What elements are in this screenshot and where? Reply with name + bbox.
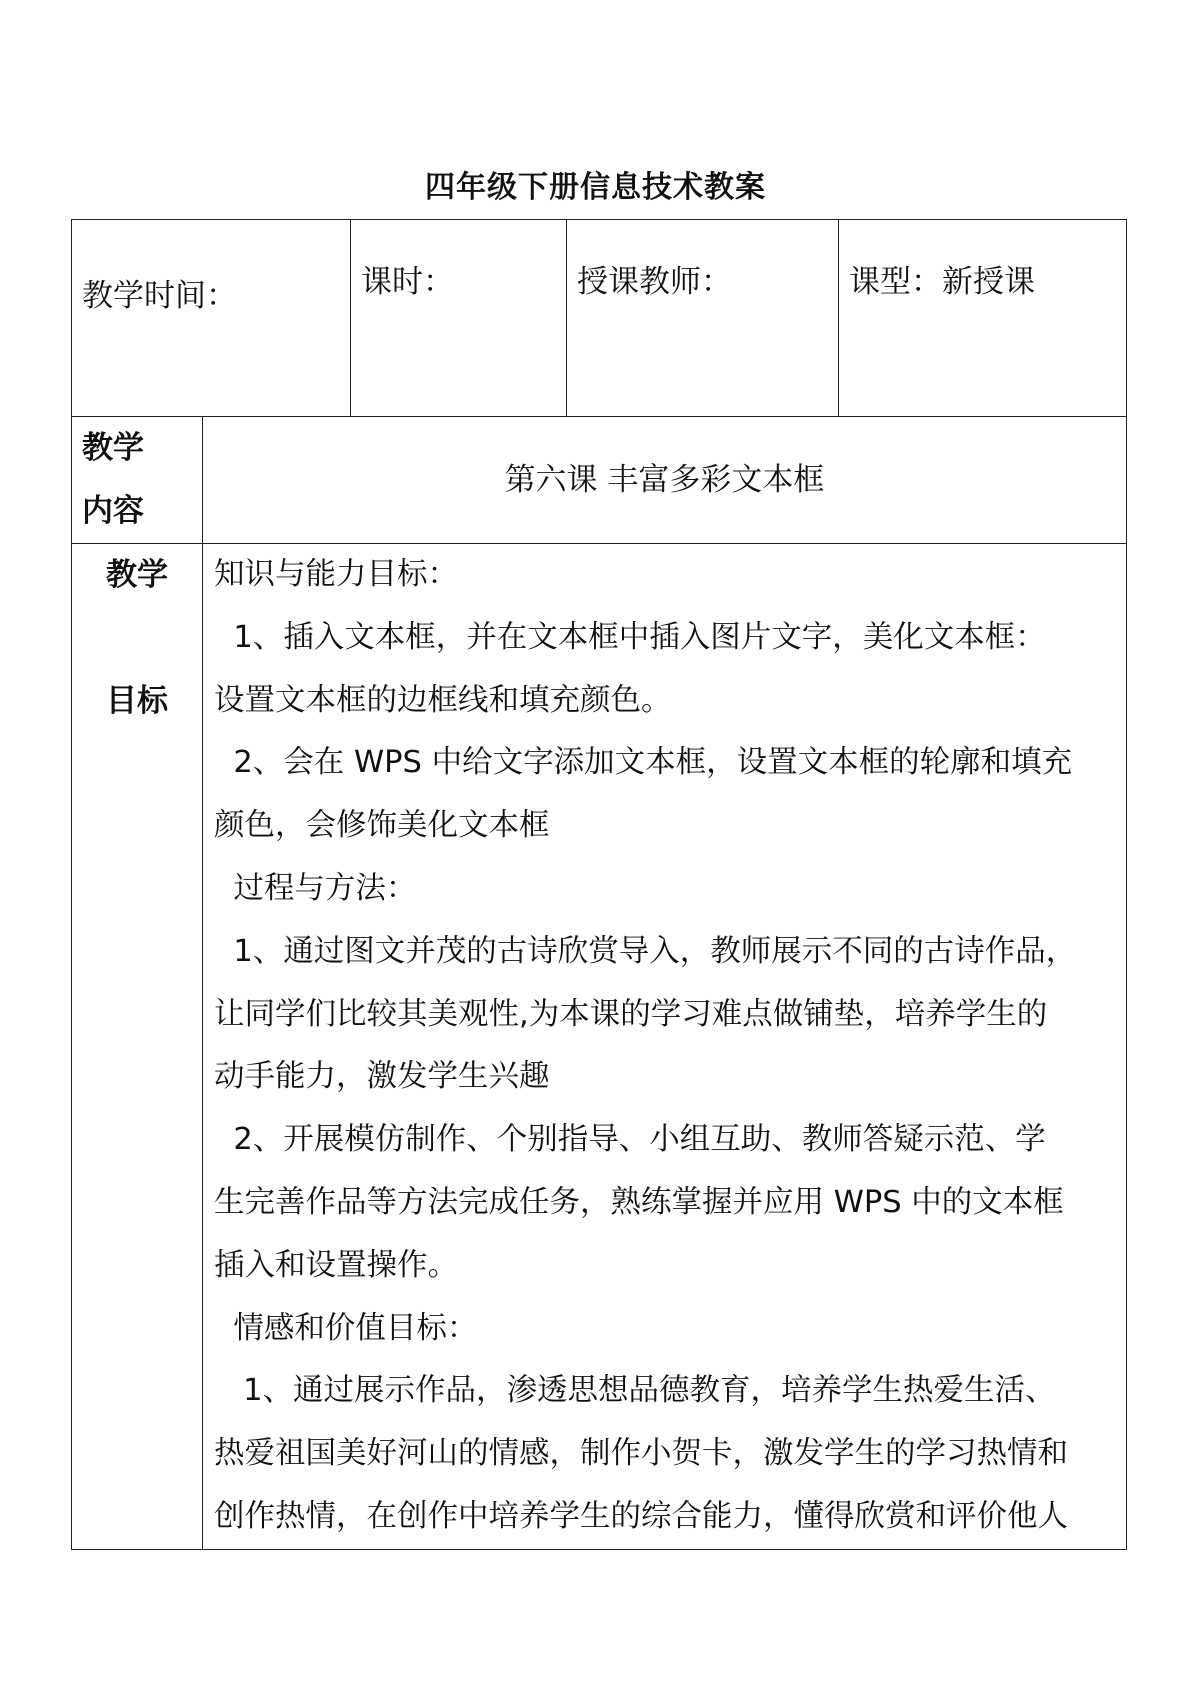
class-period-label: 课时： bbox=[361, 264, 454, 300]
teacher-label: 授课教师： bbox=[577, 264, 732, 300]
goal-line: 情感和价值目标： bbox=[214, 1310, 478, 1346]
teaching-goals-text-cell bbox=[203, 544, 1127, 1550]
lesson-type-cell bbox=[839, 220, 1127, 417]
goal-line: 动手能力，激发学生兴趣 bbox=[214, 1059, 550, 1095]
header-row bbox=[72, 220, 1127, 417]
goal-line: 2、会在 WPS 中给文字添加文本框，设置文本框的轮廓和填充 bbox=[214, 745, 1073, 781]
goal-line: 2、开展模仿制作、个别指导、小组互助、教师答疑示范、学 bbox=[214, 1122, 1046, 1158]
goal-line: 1、插入文本框，并在文本框中插入图片文字，美化文本框： bbox=[214, 619, 1046, 655]
teaching-goals-label-line2: 目标 bbox=[106, 683, 168, 719]
teaching-goals-label-line1: 教学 bbox=[106, 557, 168, 593]
lesson-plan-table bbox=[71, 219, 1127, 1550]
goal-line: 1、通过图文并茂的古诗欣赏导入，教师展示不同的古诗作品， bbox=[214, 933, 1077, 969]
goal-line: 创作热情，在创作中培养学生的综合能力，懂得欣赏和评价他人 bbox=[214, 1498, 1068, 1534]
teaching-content-row bbox=[72, 417, 1127, 544]
teaching-time-label: 教学时间： bbox=[82, 278, 237, 314]
document-title: 四年级下册信息技术教案 bbox=[425, 170, 766, 205]
lesson-title: 第六课 丰富多彩文本框 bbox=[504, 462, 825, 498]
goal-line: 生完善作品等方法完成任务，熟练掌握并应用 WPS 中的文本框 bbox=[214, 1184, 1064, 1220]
teaching-goals-label-cell bbox=[72, 544, 203, 1550]
goal-line: 1、通过展示作品，渗透思想品德教育，培养学生热爱生活、 bbox=[214, 1373, 1056, 1409]
teaching-content-value-cell bbox=[203, 417, 1127, 544]
teaching-time-cell bbox=[72, 220, 351, 417]
lesson-type-label: 课型：新授课 bbox=[849, 264, 1035, 300]
goal-line: 让同学们比较其美观性,为本课的学习难点做铺垫，培养学生的 bbox=[214, 996, 1048, 1032]
teacher-cell bbox=[567, 220, 839, 417]
goal-line: 过程与方法： bbox=[214, 870, 417, 906]
teaching-goals-row bbox=[72, 544, 1127, 1550]
goal-line: 设置文本框的边框线和填充颜色。 bbox=[214, 682, 672, 718]
teaching-content-label-line1: 教学 bbox=[82, 430, 144, 466]
goal-line: 热爱祖国美好河山的情感，制作小贺卡，激发学生的学习热情和 bbox=[214, 1436, 1068, 1472]
goal-line: 颜色，会修饰美化文本框 bbox=[214, 808, 550, 844]
teaching-content-label-cell bbox=[72, 417, 203, 544]
goal-line: 插入和设置操作。 bbox=[214, 1247, 458, 1283]
goal-line: 知识与能力目标： bbox=[214, 557, 458, 592]
class-period-cell bbox=[351, 220, 567, 417]
teaching-content-label-line2: 内容 bbox=[82, 493, 144, 529]
